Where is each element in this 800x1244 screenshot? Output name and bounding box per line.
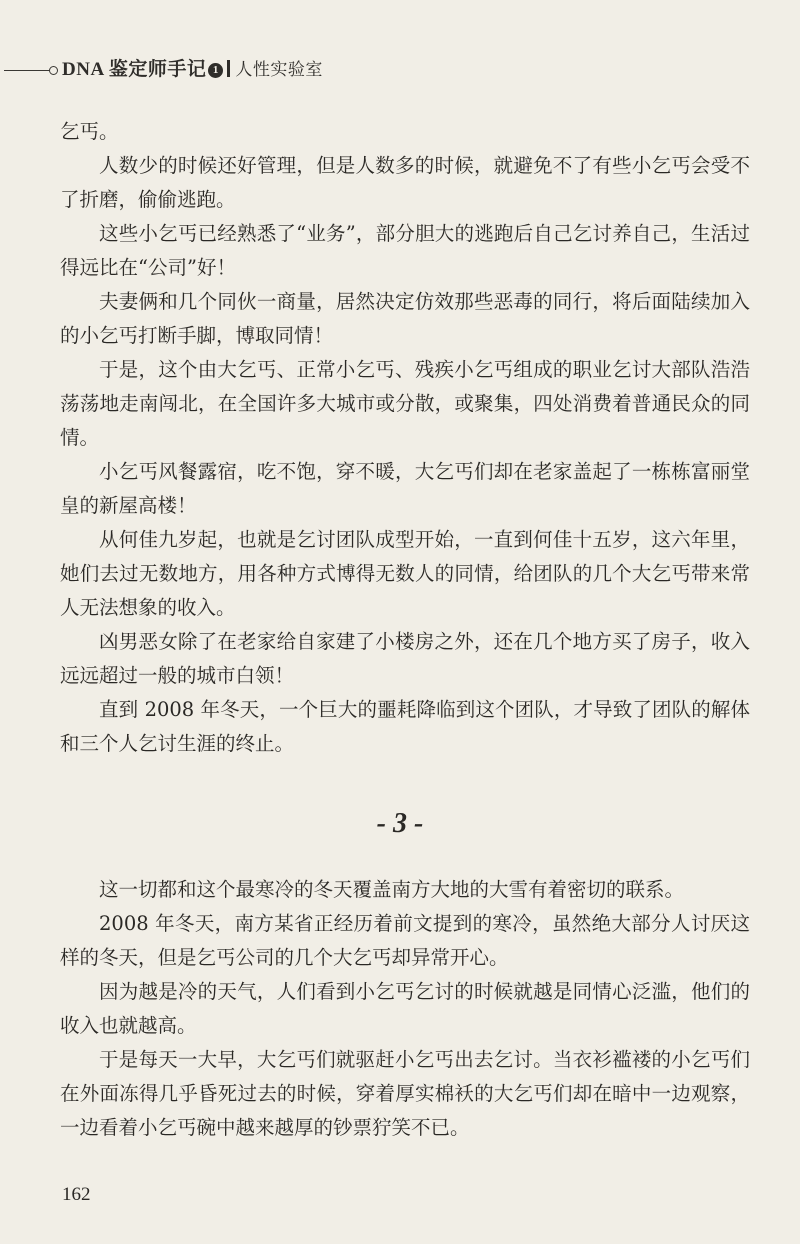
- paragraph: 2008 年冬天，南方某省正经历着前文提到的寒冷，虽然绝大部分人讨厌这样的冬天，但是乞丐公司的几个大乞丐却异常开心。: [60, 912, 750, 969]
- body-text-bottom: [60, 873, 750, 1145]
- paragraph: 这一切都和这个最寒冷的冬天覆盖南方大地的大雪有着密切的联系。: [99, 878, 685, 901]
- header-separator: [227, 60, 230, 77]
- running-header: [0, 44, 800, 84]
- paragraph: 直到 2008 年冬天，一个巨大的噩耗降临到这个团队，才导致了团队的解体和三个人乞讨生涯的终止。: [60, 698, 750, 755]
- paragraph: 因为越是冷的天气，人们看到小乞丐乞讨的时候就越是同情心泛滥，他们的收入也就越高。: [60, 980, 750, 1037]
- page-number: 162: [62, 1184, 91, 1205]
- book-subtitle: 人性实验室: [235, 60, 323, 79]
- paragraph: 于是，这个由大乞丐、正常小乞丐、残疾小乞丐组成的职业乞讨大部队浩浩荡荡地走南闯北，在全国许多大城市或分散，或聚集，四处消费着普通民众的同情。: [60, 358, 750, 449]
- header-circle-ornament: [49, 66, 58, 75]
- body-text-top: [60, 115, 750, 761]
- header-rule: [4, 70, 50, 71]
- volume-badge: 1: [208, 63, 223, 78]
- paragraph: 这些小乞丐已经熟悉了“业务”，部分胆大的逃跑后自己乞讨养自己，生活过得远比在“公司”好！: [60, 222, 750, 279]
- paragraph: 小乞丐风餐露宿，吃不饱，穿不暖，大乞丐们却在老家盖起了一栋栋富丽堂皇的新屋高楼！: [60, 460, 750, 517]
- paragraph: 人数少的时候还好管理，但是人数多的时候，就避免不了有些小乞丐会受不了折磨，偷偷逃跑。: [60, 154, 750, 211]
- paragraph: 从何佳九岁起，也就是乞讨团队成型开始，一直到何佳十五岁，这六年里，她们去过无数地方，用各种方式博得无数人的同情，给团队的几个大乞丐带来常人无法想象的收入。: [60, 528, 750, 619]
- book-title-text: DNA 鉴定师手记: [62, 59, 207, 80]
- paragraph: 于是每天一大早，大乞丐们就驱赶小乞丐出去乞讨。当衣衫褴褛的小乞丐们在外面冻得几乎昏死过去的时候，穿着厚实棉袄的大乞丐们却在暗中一边观察，一边看着小乞丐碗中越来越厚的钞票狞笑不已。: [60, 1048, 750, 1139]
- paragraph: 乞丐。: [60, 120, 119, 143]
- section-number: - 3 -: [376, 808, 424, 839]
- paragraph: 夫妻俩和几个同伙一商量，居然决定仿效那些恶毒的同行，将后面陆续加入的小乞丐打断手脚，博取同情！: [60, 290, 750, 347]
- paragraph: 凶男恶女除了在老家给自家建了小楼房之外，还在几个地方买了房子，收入远远超过一般的城市白领！: [60, 630, 750, 687]
- book-title: [62, 54, 323, 81]
